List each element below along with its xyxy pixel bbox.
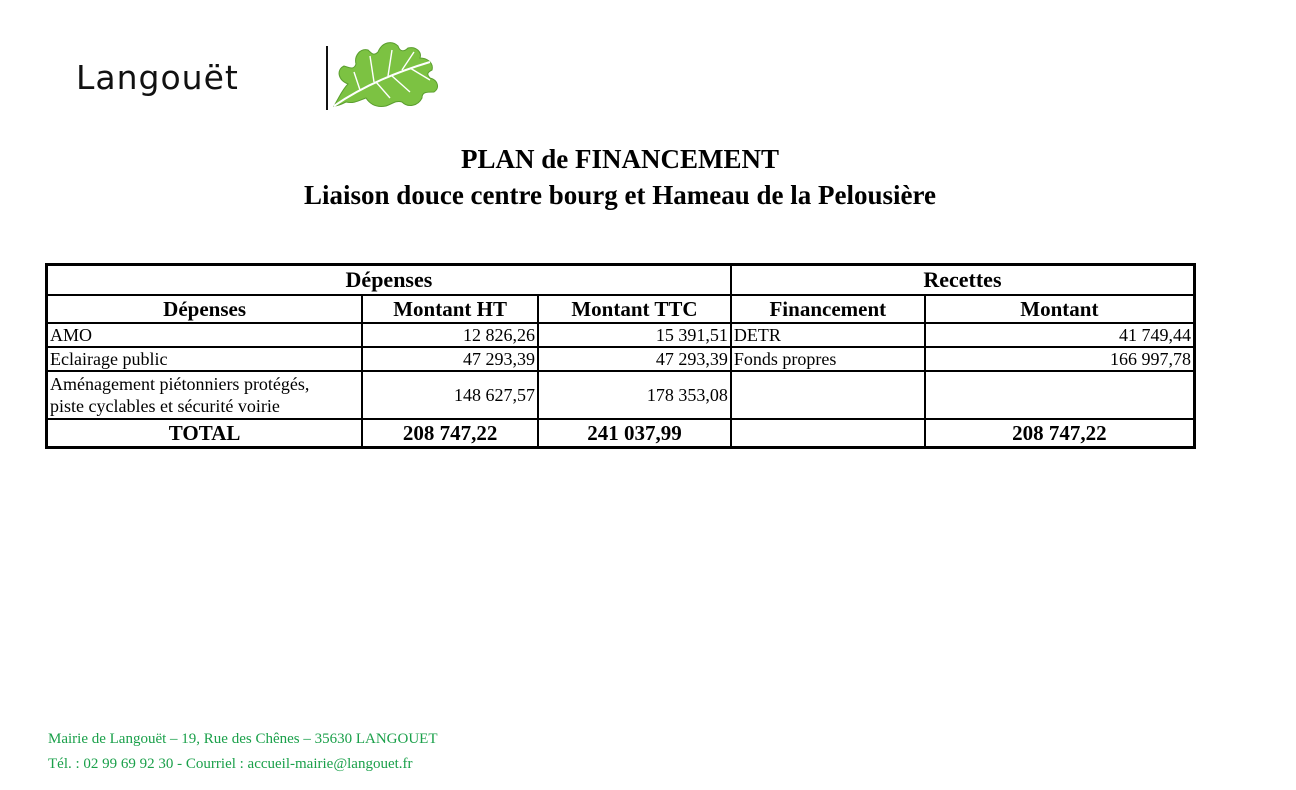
table-group-header-row xyxy=(47,265,1195,296)
financing-table xyxy=(45,263,1196,449)
montant-cell: 166 997,78 xyxy=(925,347,1195,371)
depense-cell: AMO xyxy=(47,323,363,347)
montant-column-header: Montant xyxy=(925,295,1195,323)
total-montant-ht: 208 747,22 xyxy=(362,419,538,448)
recettes-group-header: Recettes xyxy=(731,265,1195,296)
financement-column-header: Financement xyxy=(731,295,925,323)
financement-cell: DETR xyxy=(731,323,925,347)
financement-cell xyxy=(731,371,925,419)
langouet-logo xyxy=(76,40,446,115)
logo-divider xyxy=(326,46,328,110)
financement-cell: Fonds propres xyxy=(731,347,925,371)
total-montant: 208 747,22 xyxy=(925,419,1195,448)
montant-cell: 41 749,44 xyxy=(925,323,1195,347)
table-row xyxy=(47,371,1195,419)
document-title: PLAN de FINANCEMENT xyxy=(460,144,779,174)
total-row xyxy=(47,419,1195,448)
depenses-group-header: Dépenses xyxy=(47,265,731,296)
montant-ttc-cell: 15 391,51 xyxy=(538,323,731,347)
table-row xyxy=(47,323,1195,347)
montant-ht-column-header: Montant HT xyxy=(362,295,538,323)
depense-cell-line: Aménagement piétonniers protégés, xyxy=(50,374,310,394)
montant-cell xyxy=(925,371,1195,419)
total-label: TOTAL xyxy=(47,419,363,448)
logo-wordmark: Langouët xyxy=(76,58,239,97)
depense-cell-line: piste cyclables et sécurité voirie xyxy=(50,396,280,416)
footer-address: Mairie de Langouët – 19, Rue des Chênes – 35630 LANGOUET xyxy=(48,731,438,747)
montant-ht-cell: 47 293,39 xyxy=(362,347,538,371)
depense-cell: Eclairage public xyxy=(47,347,363,371)
montant-ttc-cell: 47 293,39 xyxy=(538,347,731,371)
total-montant-ttc: 241 037,99 xyxy=(538,419,731,448)
document-subtitle: Liaison douce centre bourg et Hameau de la Pelousière xyxy=(304,180,936,210)
montant-ttc-column-header: Montant TTC xyxy=(538,295,731,323)
table-row xyxy=(47,347,1195,371)
table-column-header-row xyxy=(47,295,1195,323)
depenses-column-header: Dépenses xyxy=(47,295,363,323)
depense-cell xyxy=(47,371,363,419)
montant-ttc-cell: 178 353,08 xyxy=(538,371,731,419)
oak-leaf-icon xyxy=(330,40,442,110)
footer-contact: Tél. : 02 99 69 92 30 - Courriel : accueil-mairie@langouet.fr xyxy=(48,756,413,772)
total-financement xyxy=(731,419,925,448)
montant-ht-cell: 12 826,26 xyxy=(362,323,538,347)
montant-ht-cell: 148 627,57 xyxy=(362,371,538,419)
